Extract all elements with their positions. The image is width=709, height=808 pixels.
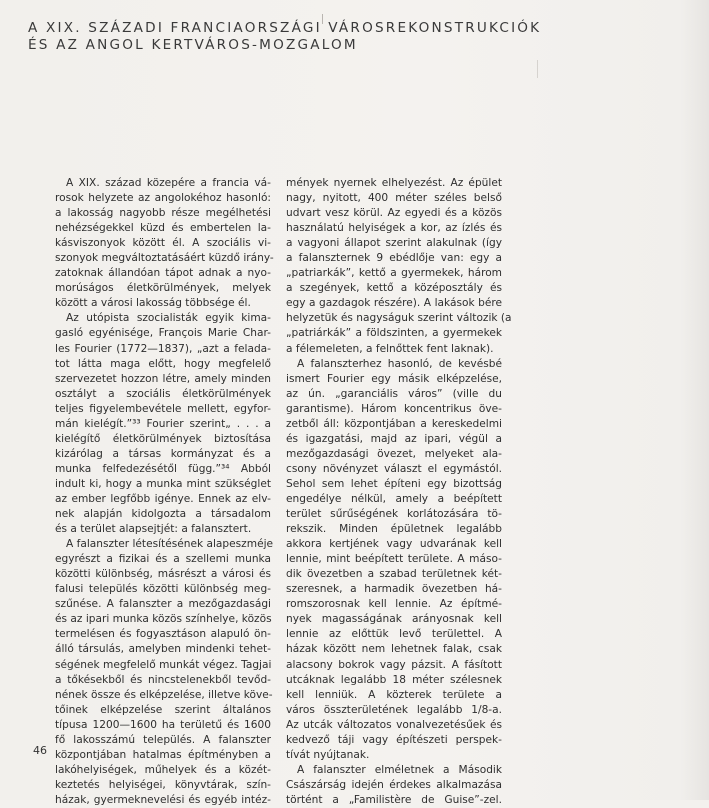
text-line: álló társulás, amelyben mindenki tehet- [55, 643, 271, 656]
text-line: kásviszonyok között él. A szociális vi- [55, 237, 271, 250]
text-line: Császárság idején érdekes alkalmazása [286, 778, 502, 791]
text-line: kizárólag a társas kormányzat és a [55, 447, 271, 460]
paper-speck [537, 60, 538, 78]
text-line: az ún. „garanciális város” (ville du [286, 387, 502, 400]
text-line: tőinek elképzelése szerint általános [55, 703, 271, 716]
text-line: csony növényzet választ el egymástól. [286, 462, 502, 475]
text-line: falusi település közötti különbség meg- [55, 583, 271, 596]
text-line: A falanszterhez hasonló, de kevésbé [297, 357, 502, 370]
heading-line-2: ÉS AZ ANGOL KERTVÁROS-MOZGALOM [28, 37, 358, 53]
text-line: kedvező táji vagy építészeti perspek- [286, 733, 502, 746]
text-line: és a terület alapsejtjét: a falansztert. [55, 523, 252, 536]
text-line: használatú helyiségek a kor, az ízlés és [286, 222, 502, 235]
text-line: keztetés helyiségei, könyvtárak, szín- [55, 778, 271, 791]
text-line: mények nyernek elhelyezést. Az épület [286, 177, 502, 189]
text-line: és igazgatási, majd az ipari, végül a [286, 432, 502, 445]
text-line: romszorosnak kell lennie. Az építmé- [286, 598, 502, 611]
text-line: morúságos életkörülmények, melyek [55, 282, 271, 295]
text-line: garantisme). Három koncentrikus öve- [286, 402, 502, 415]
text-line: történt a „Familistère de Guise”-zel. [286, 793, 502, 806]
text-line: szonyok megváltoztatásáért küzdő irány- [55, 252, 274, 265]
text-line: gasló egyénisége, François Marie Char- [55, 327, 271, 340]
text-line: tívát nyújtanak. [286, 748, 370, 761]
text-line: házak között nem lehetnek falak, csak [286, 643, 502, 656]
text-line: a vagyoni állapot szerint alakulnak (így [286, 237, 502, 250]
text-line: szűnése. A falanszter a mezőgazdasági [55, 598, 271, 611]
text-line: lennie, mint beépített területe. A máso- [286, 553, 502, 566]
text-line: fő lakosszámú település. A falanszter [55, 733, 271, 746]
text-line: központjában hatalmas építményben a [55, 748, 271, 761]
text-line: helyzetük és nagyságuk szerint változik (a [286, 312, 512, 325]
right-text-column [286, 176, 512, 808]
text-line: szeresnek, a harmadik övezetben há- [286, 583, 502, 596]
text-line: utcáknak legalább 18 méter szélesnek [286, 673, 502, 686]
text-line: terület sűrűségének korlátozására tö- [286, 508, 502, 521]
text-line: osztályt a szociális életkörülmények [55, 387, 271, 400]
text-line: rekszik. Minden épületnek legalább [286, 523, 502, 536]
text-line: kell lenniük. A közterek területe a [286, 688, 502, 701]
text-line: a szegények, kettő a középosztály és [286, 282, 502, 295]
text-line: a félemeleten, a felnőttek fent laknak). [286, 342, 494, 355]
text-line: les Fourier (1772—1837), „azt a felada- [55, 342, 271, 355]
text-line: kielégítő életkörülmények biztosítása [55, 432, 271, 445]
text-line: házak, gyermeknevelési és egyéb intéz- [55, 793, 271, 806]
text-line: Sehol sem lehet építeni egy bizottság [286, 477, 502, 490]
text-line: „patriarkák”, kettő a gyermekek, három [286, 267, 502, 280]
text-line: indult ki, hogy a munka mint szükséglet [55, 477, 271, 490]
text-line: mezőgazdasági övezet, melyeket ala- [286, 447, 502, 460]
left-text-column [55, 176, 274, 808]
text-line: alacsony bokrok vagy pázsit. A fásított [286, 658, 502, 671]
text-line: lennie az előttük levő területtel. A [286, 628, 502, 641]
text-line: Az utópista szocialisták egyik kima- [66, 312, 271, 325]
text-line: akkora kertjének vagy udvarának kell [286, 538, 502, 551]
text-line: Az utcák változatos vonalvezetésűek és [286, 718, 502, 731]
text-line: az ember legfőbb igénye. Ennek az elv- [55, 492, 271, 505]
text-line: engedélye nélkül, amely a beépített [286, 492, 502, 505]
text-line: A falanszter elméletnek a Második [297, 763, 502, 776]
text-line: a lakosság nagyobb része megélhetési [55, 207, 271, 220]
text-line: A falanszter létesítésének alapeszméje [66, 538, 274, 551]
text-line: rosok helyzete az angolokéhoz hasonló: [55, 192, 271, 205]
text-line: egy a gazdagok részére). A lakások bére [286, 297, 502, 310]
text-line: A XIX. század közepére a francia vá- [66, 177, 271, 189]
text-line: dik övezetben a szabad területnek két- [286, 568, 502, 581]
text-line: tot látta maga előtt, hogy megfelelő [55, 357, 271, 370]
text-line: „patriárkák” a földszinten, a gyermekek [286, 327, 502, 340]
text-line: nyek magasságának arányosnak kell [286, 613, 502, 626]
text-line: város összterületének legalább 1/8-a. [286, 703, 502, 716]
text-line: nehézségekkel küzd és embertelen la- [55, 222, 271, 235]
text-line: ismert Fourier egy másik elképzelése, [286, 372, 502, 385]
text-line: a tőkésekből és nincstelenekből tevőd- [55, 673, 271, 686]
text-line: nagy, nyitott, 400 méter széles belső [286, 192, 502, 205]
text-line: udvart vesz körül. Az egyedi és a közös [286, 207, 502, 220]
chapter-heading [28, 20, 541, 54]
text-line: termelésen és fogyasztáson alapuló ön- [55, 628, 271, 641]
text-line: között a városi lakosság többsége él. [55, 297, 251, 310]
page-number: 46 [33, 744, 47, 757]
text-line: nek alapján kidolgozta a társadalom [55, 508, 271, 521]
text-line: munka felfedezésétől függ.”³⁴ Abból [55, 462, 271, 475]
text-line: szervezetet hozzon létre, amely minden [55, 372, 271, 385]
text-line: zetből áll: központjában a kereskedelmi [286, 417, 502, 430]
text-line: típusa 1200—1600 ha területű és 1600 [55, 718, 271, 731]
text-line: közötti különbség, másrészt a városi és [55, 568, 271, 581]
text-line: nének össze és elképzelése, illetve köve- [55, 688, 273, 701]
text-line: mán kielégít.”³³ Fourier szerint„ . . . a [55, 417, 271, 430]
text-line: lakóhelyiségek, műhelyek és a közét- [55, 763, 271, 776]
heading-line-1: A XIX. SZÁZADI FRANCIAORSZÁGI VÁROSREKONSTRUKCIÓK [28, 20, 542, 36]
text-line: zatoknak állandóan tápot adnak a nyo- [55, 267, 271, 280]
text-line: teljes figyelembevétele mellett, egyfor- [55, 402, 271, 415]
text-line: egyrészt a fizikai és a szellemi munka [55, 553, 271, 566]
text-line: a falanszternek 9 ebédlője van: egy a [286, 252, 502, 265]
text-line: ségének megfelelő munkát végez. Tagjai [55, 658, 272, 671]
text-line: és az ipari munka közös színhelye, közös [55, 613, 272, 626]
